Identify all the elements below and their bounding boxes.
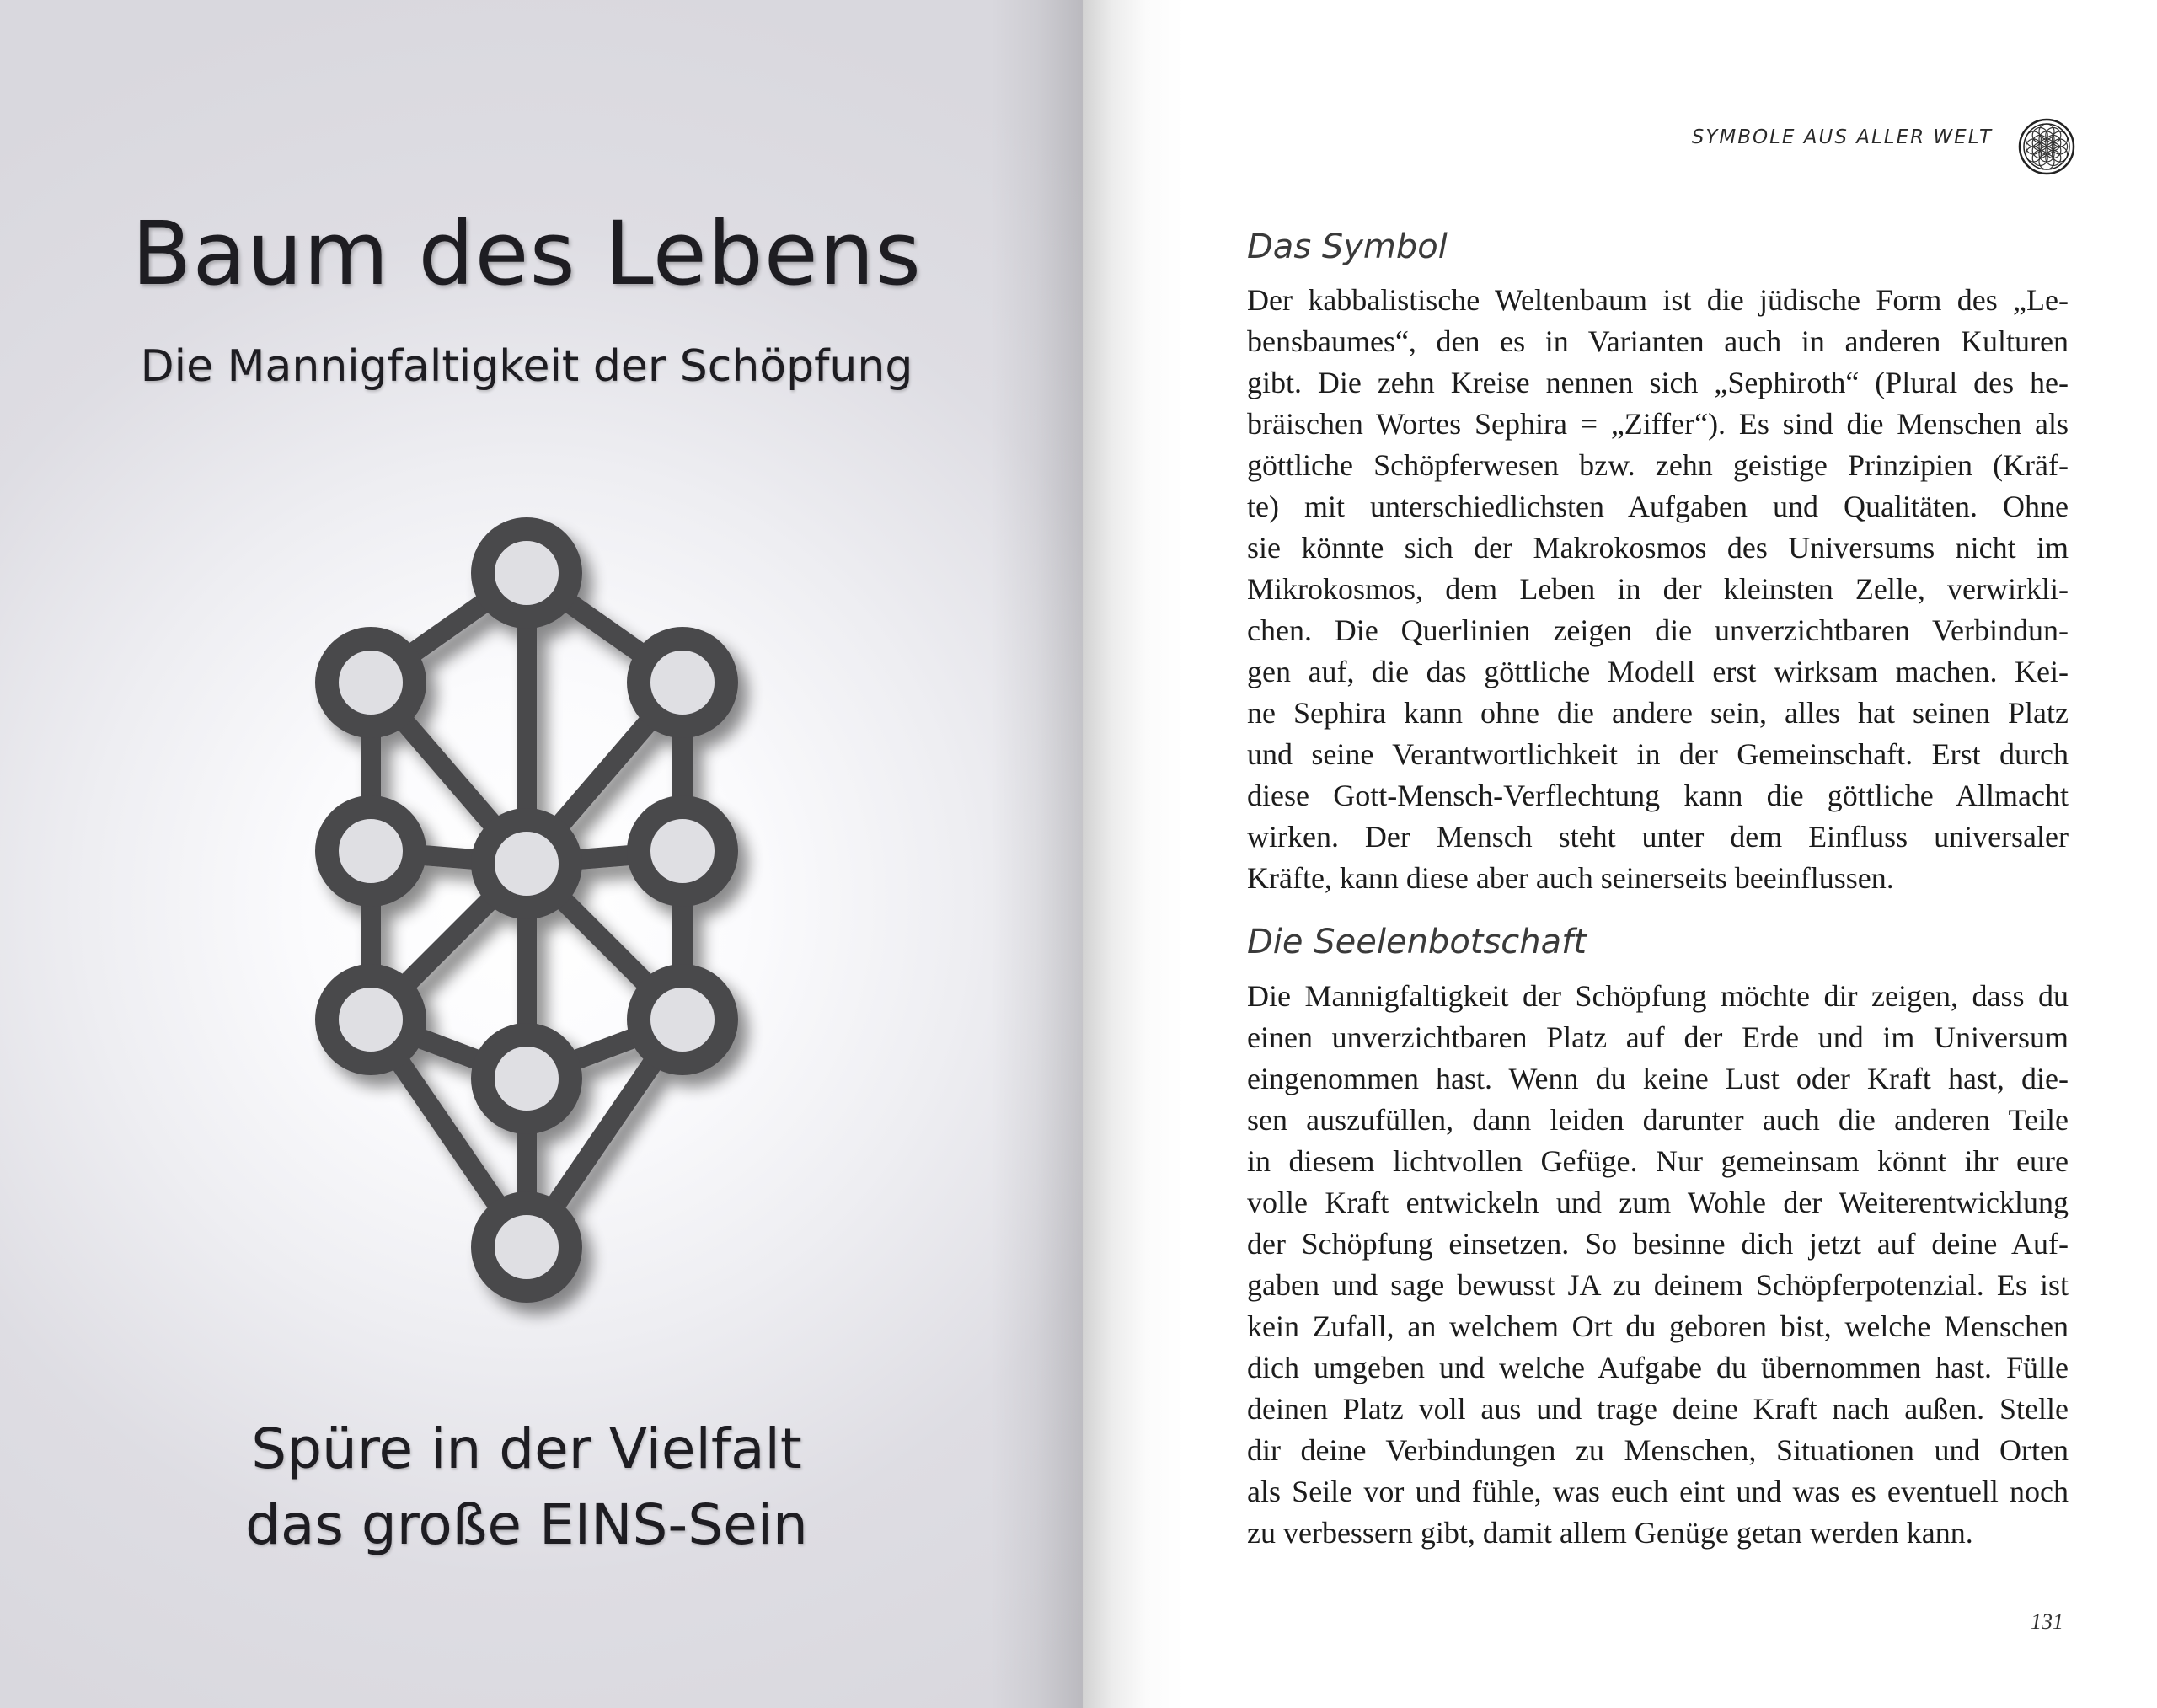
page-number: 131 xyxy=(2031,1609,2063,1634)
text-line: Die Mannigfaltigkeit der Schöpfung möchte dir zeigen, dass du xyxy=(1247,979,2069,1013)
motto-line-1: Spüre in der Vielfalt xyxy=(251,1416,802,1481)
text-line: gibt. Die zehn Kreise nennen sich „Sephiroth“ (Plural des he- xyxy=(1247,366,2069,399)
paragraph-soul-message xyxy=(1247,976,2069,1554)
text-line: volle Kraft entwickeln und zum Wohle der Weiterentwicklung xyxy=(1247,1186,2069,1219)
text-line: kein Zufall, an welchem Ort du geboren bist, welche Menschen xyxy=(1247,1309,2069,1343)
text-line: der Schöpfung einsetzen. So besinne dich jetzt auf deine Auf- xyxy=(1247,1227,2069,1261)
page-subtitle: Die Mannigfaltigkeit der Schöpfung xyxy=(140,341,913,392)
paragraph-symbol xyxy=(1247,280,2069,899)
text-line: und seine Verantwortlichkeit in der Gemeinschaft. Erst durch xyxy=(1247,737,2069,771)
flower-of-life-icon xyxy=(2018,118,2075,175)
text-line: gaben und sage bewusst JA zu deinem Schöpferpotenzial. Es ist xyxy=(1247,1268,2069,1302)
text-line: wirken. Der Mensch steht unter dem Einfluss universaler xyxy=(1247,820,2069,854)
motto xyxy=(0,1411,1053,1563)
text-line: sen auszufüllen, dann leiden darunter auch die anderen Teile xyxy=(1247,1103,2069,1137)
text-line: zu verbessern gibt, damit allem Genüge getan werden kann. xyxy=(1247,1516,1973,1550)
text-line: te) mit unterschiedlichsten Aufgaben und Qualitäten. Ohne xyxy=(1247,490,2069,523)
text-line: ne Sephira kann ohne die andere sein, alles hat seinen Platz xyxy=(1247,696,2069,730)
page-title: Baum des Lebens xyxy=(131,202,922,305)
text-line: eingenommen hast. Wenn du keine Lust oder Kraft hast, die- xyxy=(1247,1062,2069,1095)
text-line: Der kabbalistische Weltenbaum ist die jüdische Form des „Le- xyxy=(1247,283,2069,317)
text-line: bensbaumes“, den es in Varianten auch in anderen Kulturen xyxy=(1247,324,2069,358)
section-heading-soul-message: Die Seelenbotschaft xyxy=(1247,923,1587,961)
text-line: chen. Die Querlinien zeigen die unverzichtbaren Verbindun- xyxy=(1247,613,2069,647)
text-line: diese Gott-Mensch-Verflechtung kann die göttliche Allmacht xyxy=(1247,779,2069,812)
motto-line-2: das große EINS-Sein xyxy=(245,1492,808,1557)
section-heading-symbol: Das Symbol xyxy=(1247,228,1448,266)
text-line: in diesem lichtvollen Gefüge. Nur gemeinsam könnt ihr eure xyxy=(1247,1144,2069,1178)
text-line: deinen Platz voll aus und trage deine Kraft nach außen. Stelle xyxy=(1247,1392,2069,1426)
text-line: Mikrokosmos, dem Leben in der kleinsten Zelle, verwirkli- xyxy=(1247,572,2069,606)
text-line: gen auf, die das göttliche Modell erst wirksam machen. Kei- xyxy=(1247,655,2069,688)
running-head: SYMBOLE AUS ALLER WELT xyxy=(1691,126,1993,148)
text-line: sie könnte sich der Makrokosmos des Universums nicht im xyxy=(1247,531,2069,565)
text-line: einen unverzichtbaren Platz auf der Erde und im Universum xyxy=(1247,1020,2069,1054)
text-line: als Seile vor und fühle, was euch eint und was es eventuell noch xyxy=(1247,1475,2069,1508)
tree-of-life-icon xyxy=(312,518,750,1302)
text-line: dir deine Verbindungen zu Menschen, Situationen und Orten xyxy=(1247,1433,2069,1467)
text-line: dich umgeben und welche Aufgabe du übernommen hast. Fülle xyxy=(1247,1351,2069,1384)
text-line: bräischen Wortes Sephira = „Ziffer“). Es sind die Menschen als xyxy=(1247,407,2069,441)
text-line: göttliche Schöpferwesen bzw. zehn geistige Prinzipien (Kräf- xyxy=(1247,448,2069,482)
text-line: Kräfte, kann diese aber auch seinerseits beeinflussen. xyxy=(1247,861,1894,895)
